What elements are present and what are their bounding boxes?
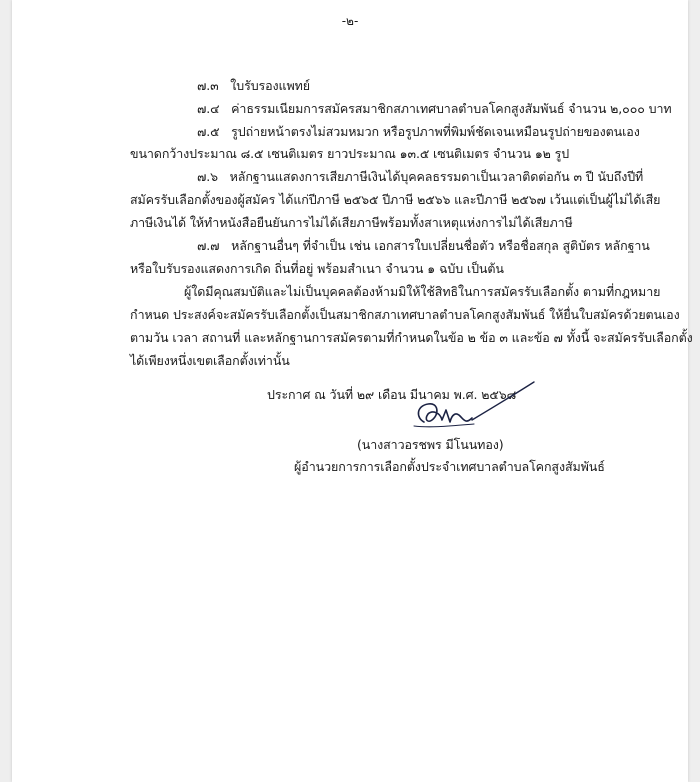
item-7-6 [197,167,643,187]
item-number: ๗.๕ [197,124,220,139]
item-number: ๗.๓ [197,78,219,93]
signer-name: (นางสาวอรชพร มีโนนทอง) [357,437,504,452]
signature-image [410,396,480,436]
item-7-7 [197,236,650,256]
item-number: ๗.๗ [197,238,220,253]
announce-date: ประกาศ ณ วันที่ ๒๙ เดือน มีนาคม พ.ศ. ๒๕๖๘ [267,387,517,402]
item-text: หลักฐานแสดงการเสียภาษีเงินได้บุคคลธรรมดาเป็นเวลาติดต่อกัน ๓ ปี นับถึงปีที่ [229,169,644,184]
paragraph-line-2: กำหนด ประสงค์จะสมัครรับเลือกตั้งเป็นสมาชิกสภาเทศบาลตำบลโคกสูงสัมพันธ์ ให้ยื่นใบสมัครด้วยตนเอง [130,307,680,322]
item-7-5-cont: ขนาดกว้างประมาณ ๘.๕ เซนติเมตร ยาวประมาณ ๑๓.๕ เซนติเมตร จำนวน ๑๒ รูป [130,146,570,161]
document-page [12,0,693,782]
item-text: รูปถ่ายหน้าตรงไม่สวมหมวก หรือรูปภาพที่พิมพ์ชัดเจนเหมือนรูปถ่ายของตนเอง [231,124,640,139]
item-7-3 [197,76,310,96]
item-text: ค่าธรรมเนียมการสมัครสมาชิกสภาเทศบาลตำบลโคกสูงสัมพันธ์ จำนวน ๒,๐๐๐ บาท [231,101,672,116]
item-7-6-cont-1: สมัครรับเลือกตั้งของผู้สมัคร ได้แก่ปีภาษี ๒๕๖๕ ปีภาษี ๒๕๖๖ และปีภาษี ๒๕๖๗ เว้นแต่เป็นผู้ไม่ได้เสีย [130,192,661,207]
paragraph-line-3: ตามวัน เวลา สถานที่ และหลักฐานการสมัครตามที่กำหนดในข้อ ๒ ข้อ ๓ และข้อ ๗ ทั้งนี้ จะสมัครรับเลือกตั้ง [130,330,693,345]
item-7-4 [197,99,672,119]
item-number: ๗.๔ [197,101,220,116]
paragraph-line-4: ได้เพียงหนึ่งเขตเลือกตั้งเท่านั้น [130,353,290,368]
paragraph-line-1: ผู้ใดมีคุณสมบัติและไม่เป็นบุคคลต้องห้ามมิให้ใช้สิทธิในการสมัครรับเลือกตั้ง ตามที่กฎหมาย [184,284,661,299]
item-7-6-cont-2: ภาษีเงินได้ ให้ทำหนังสือยืนยันการไม่ได้เสียภาษีพร้อมทั้งสาเหตุแห่งการไม่ได้เสียภาษี [130,215,573,230]
page-number: -๒- [341,14,359,28]
item-text: ใบรับรองแพทย์ [230,78,311,93]
signer-title: ผู้อำนวยการการเลือกตั้งประจำเทศบาลตำบลโคกสูงสัมพันธ์ [294,459,605,474]
item-text: หลักฐานอื่นๆ ที่จำเป็น เช่น เอกสารใบเปลี่ยนชื่อตัว หรือชื่อสกุล สูติบัตร หลักฐาน [231,238,650,253]
item-number: ๗.๖ [197,169,219,184]
item-7-5 [197,122,640,142]
item-7-7-cont: หรือใบรับรองแสดงการเกิด ถิ่นที่อยู่ พร้อมสำเนา จำนวน ๑ ฉบับ เป็นต้น [130,261,504,276]
